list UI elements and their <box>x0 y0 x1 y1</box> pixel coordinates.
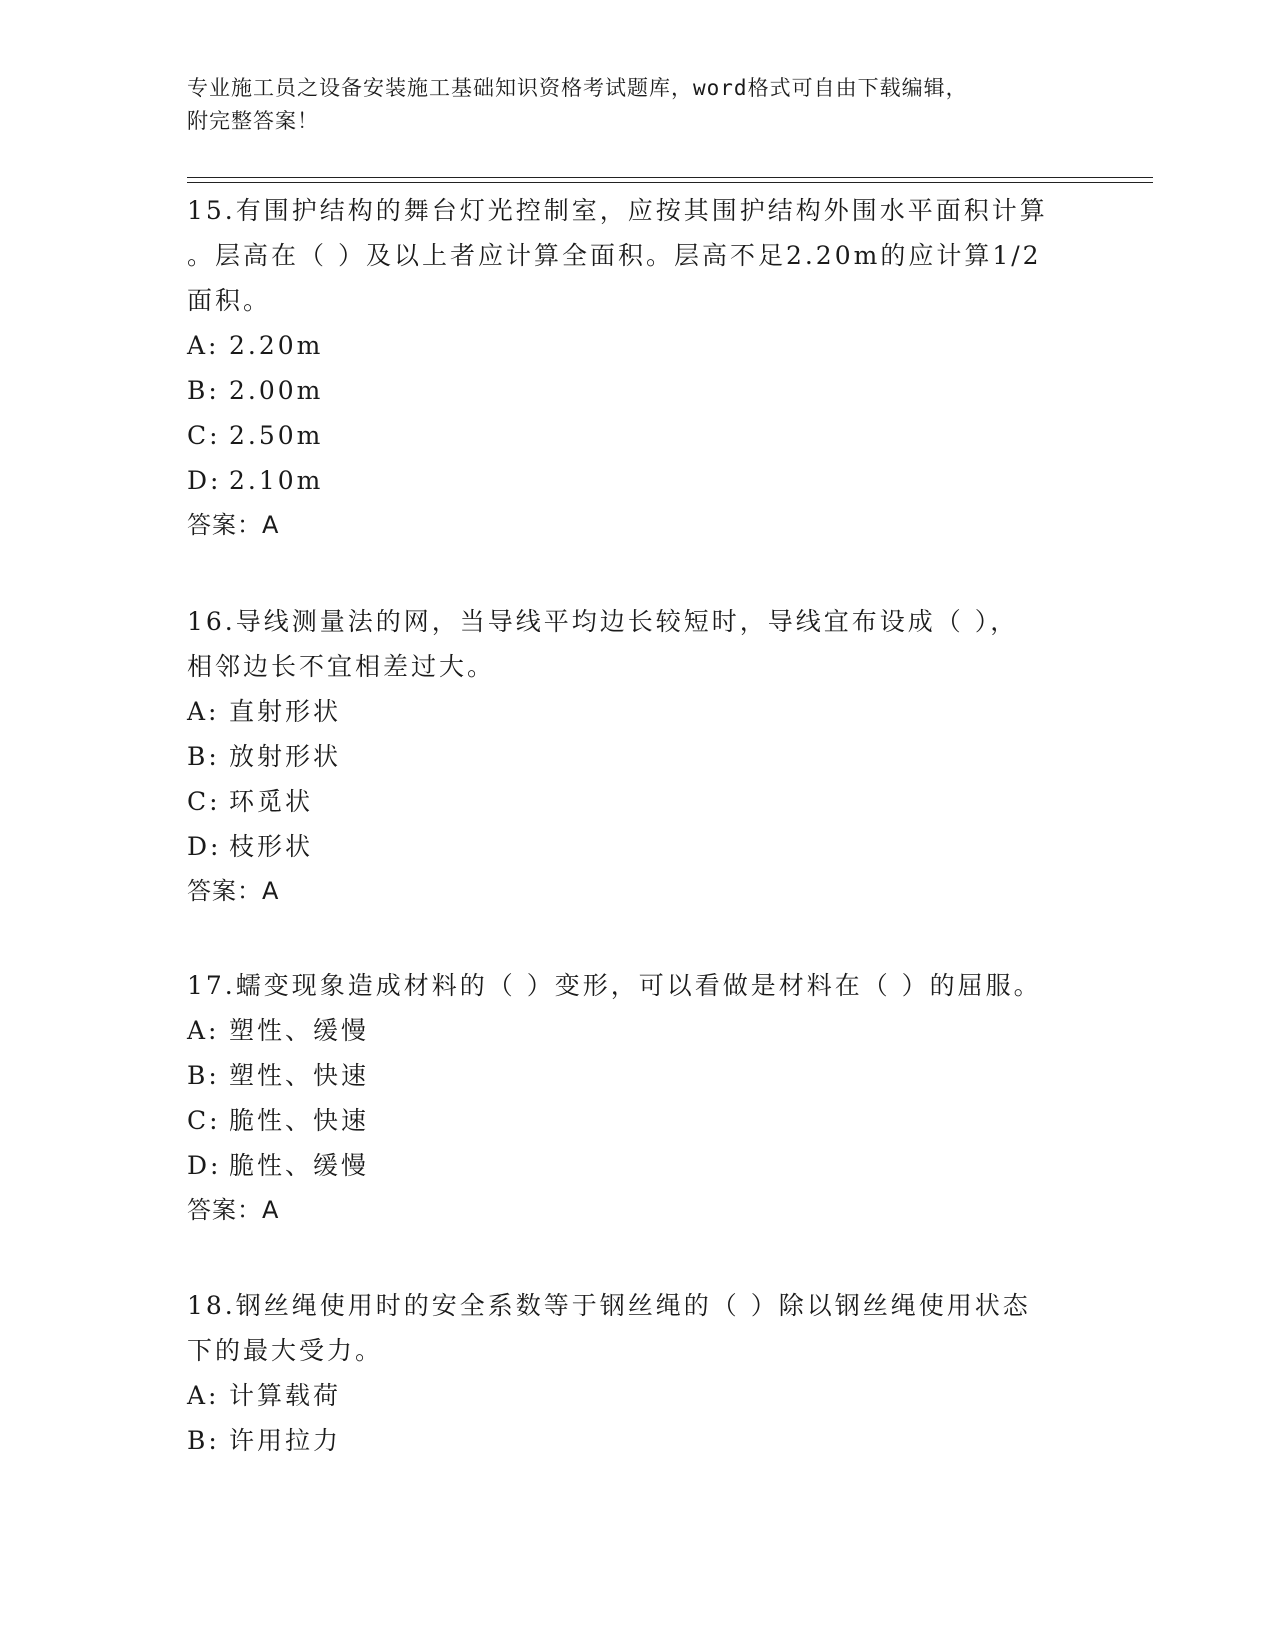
question-text-line: 17.蠕变现象造成材料的（ ）变形，可以看做是材料在（ ）的屈服。 <box>187 971 1042 1000</box>
question-17 <box>187 963 1087 1233</box>
option-text: 2.00m <box>229 376 324 405</box>
question-text-line: 。层高在（ ）及以上者应计算全面积。层高不足2.20m的应计算1/2 <box>187 241 1042 270</box>
option-text: 塑性、缓慢 <box>229 1016 370 1045</box>
option-letter: B: <box>187 376 220 405</box>
option-letter: C: <box>187 787 221 816</box>
question-text-line: 18.钢丝绳使用时的安全系数等于钢丝绳的（ ）除以钢丝绳使用状态 <box>187 1291 1031 1320</box>
option-text: 2.20m <box>229 331 324 360</box>
option-b <box>187 1053 1087 1098</box>
option-letter: A: <box>187 1016 220 1045</box>
option-letter: D: <box>187 466 222 495</box>
option-letter: A: <box>187 1381 220 1410</box>
option-b <box>187 368 1087 413</box>
answer-line: 答案：A <box>187 511 280 539</box>
answer-line: 答案：A <box>187 877 280 905</box>
header-line-2: 附完整答案！ <box>187 109 319 133</box>
option-letter: C: <box>187 1106 221 1135</box>
option-letter: D: <box>187 832 222 861</box>
question-text-line: 15.有围护结构的舞台灯光控制室，应按其围护结构外围水平面积计算 <box>187 196 1048 225</box>
option-d <box>187 824 1087 869</box>
question-15 <box>187 188 1087 548</box>
option-text: 2.50m <box>229 421 324 450</box>
option-c <box>187 1098 1087 1143</box>
option-b <box>187 1418 1087 1463</box>
option-text: 枝形状 <box>229 832 314 861</box>
option-letter: B: <box>187 1426 220 1455</box>
option-letter: B: <box>187 1061 220 1090</box>
question-text <box>187 188 1087 323</box>
option-text: 塑性、快速 <box>229 1061 370 1090</box>
option-a <box>187 323 1087 368</box>
header-divider-top <box>187 177 1153 178</box>
header-line-1: 专业施工员之设备安装施工基础知识资格考试题库，word格式可自由下载编辑， <box>187 76 968 100</box>
question-text <box>187 599 1087 689</box>
answer-line: 答案：A <box>187 1196 280 1224</box>
option-text: 脆性、快速 <box>229 1106 370 1135</box>
question-text <box>187 963 1087 1008</box>
option-c <box>187 779 1087 824</box>
question-text-line: 16.导线测量法的网，当导线平均边长较短时，导线宜布设成（ ）， <box>187 607 1019 636</box>
header-divider-bottom <box>187 182 1153 183</box>
option-a <box>187 1373 1087 1418</box>
option-letter: D: <box>187 1151 222 1180</box>
option-text: 2.10m <box>229 466 324 495</box>
option-letter: A: <box>187 331 220 360</box>
option-text: 放射形状 <box>229 742 342 771</box>
document-header <box>187 72 1087 138</box>
option-b <box>187 734 1087 779</box>
question-text <box>187 1283 1087 1373</box>
question-text-line: 相邻边长不宜相差过大。 <box>187 652 496 681</box>
option-d <box>187 1143 1087 1188</box>
option-letter: B: <box>187 742 220 771</box>
option-letter: A: <box>187 697 220 726</box>
option-letter: C: <box>187 421 221 450</box>
option-text: 许用拉力 <box>229 1426 342 1455</box>
question-18 <box>187 1283 1087 1463</box>
option-text: 计算载荷 <box>229 1381 342 1410</box>
option-c <box>187 413 1087 458</box>
option-text: 环觅状 <box>229 787 314 816</box>
option-text: 脆性、缓慢 <box>229 1151 370 1180</box>
option-a <box>187 689 1087 734</box>
question-16 <box>187 599 1087 914</box>
option-a <box>187 1008 1087 1053</box>
question-text-line: 面积。 <box>187 286 272 315</box>
question-text-line: 下的最大受力。 <box>187 1336 384 1365</box>
option-d <box>187 458 1087 503</box>
option-text: 直射形状 <box>229 697 342 726</box>
